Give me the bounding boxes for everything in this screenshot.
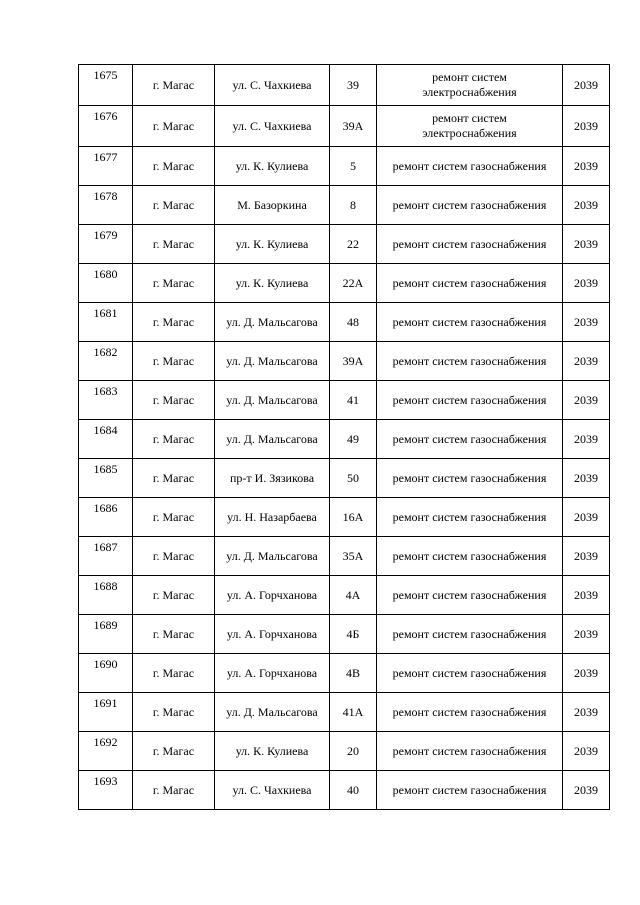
table-row	[79, 654, 610, 693]
table-row	[79, 615, 610, 654]
street-cell: ул. Д. Мальсагова	[215, 381, 330, 420]
house-number-cell: 22А	[330, 264, 377, 303]
street-cell: ул. К. Кулиева	[215, 732, 330, 771]
table-row	[79, 303, 610, 342]
city-cell: г. Магас	[133, 264, 215, 303]
street-cell: ул. Н. Назарбаева	[215, 498, 330, 537]
work-type-cell: ремонт систем газоснабжения	[377, 615, 563, 654]
house-number-cell: 5	[330, 147, 377, 186]
year-cell: 2039	[563, 342, 610, 381]
repair-schedule-table	[78, 64, 610, 810]
house-number-cell: 4В	[330, 654, 377, 693]
street-cell: ул. Д. Мальсагова	[215, 420, 330, 459]
house-number-cell: 4А	[330, 576, 377, 615]
table-row	[79, 420, 610, 459]
work-type-cell: ремонт систем газоснабжения	[377, 771, 563, 810]
house-number-cell: 49	[330, 420, 377, 459]
year-cell: 2039	[563, 303, 610, 342]
table-row	[79, 342, 610, 381]
street-cell: ул. К. Кулиева	[215, 225, 330, 264]
city-cell: г. Магас	[133, 381, 215, 420]
row-number-cell: 1678	[79, 186, 133, 225]
city-cell: г. Магас	[133, 147, 215, 186]
house-number-cell: 4Б	[330, 615, 377, 654]
street-cell: ул. А. Горчханова	[215, 654, 330, 693]
city-cell: г. Магас	[133, 576, 215, 615]
house-number-cell: 39	[330, 65, 377, 106]
table-row	[79, 732, 610, 771]
work-type-cell: ремонт систем газоснабжения	[377, 225, 563, 264]
street-cell: ул. К. Кулиева	[215, 264, 330, 303]
row-number-cell: 1676	[79, 106, 133, 147]
year-cell: 2039	[563, 459, 610, 498]
work-type-cell: ремонт систем газоснабжения	[377, 537, 563, 576]
house-number-cell: 40	[330, 771, 377, 810]
street-cell: ул. А. Горчханова	[215, 615, 330, 654]
city-cell: г. Магас	[133, 225, 215, 264]
city-cell: г. Магас	[133, 693, 215, 732]
row-number-cell: 1679	[79, 225, 133, 264]
row-number-cell: 1688	[79, 576, 133, 615]
table-row	[79, 693, 610, 732]
house-number-cell: 39А	[330, 342, 377, 381]
work-type-cell: ремонт систем газоснабжения	[377, 732, 563, 771]
row-number-cell: 1692	[79, 732, 133, 771]
table-row	[79, 186, 610, 225]
year-cell: 2039	[563, 537, 610, 576]
street-cell: пр-т И. Зязикова	[215, 459, 330, 498]
work-type-cell	[377, 106, 563, 147]
row-number-cell: 1689	[79, 615, 133, 654]
row-number-cell: 1680	[79, 264, 133, 303]
table-row	[79, 576, 610, 615]
city-cell: г. Магас	[133, 615, 215, 654]
work-type-cell: ремонт систем газоснабжения	[377, 381, 563, 420]
city-cell: г. Магас	[133, 537, 215, 576]
work-type-cell: ремонт систем газоснабжения	[377, 576, 563, 615]
street-cell: ул. С. Чахкиева	[215, 771, 330, 810]
table-row	[79, 65, 610, 106]
work-type-cell: ремонт систем газоснабжения	[377, 303, 563, 342]
row-number-cell: 1685	[79, 459, 133, 498]
row-number-cell: 1675	[79, 65, 133, 106]
street-cell: ул. С. Чахкиева	[215, 106, 330, 147]
row-number-cell: 1686	[79, 498, 133, 537]
house-number-cell: 50	[330, 459, 377, 498]
row-number-cell: 1681	[79, 303, 133, 342]
work-type-cell: ремонт систем газоснабжения	[377, 186, 563, 225]
work-type-line: ремонт систем	[432, 111, 507, 125]
row-number-cell: 1687	[79, 537, 133, 576]
city-cell: г. Магас	[133, 420, 215, 459]
year-cell: 2039	[563, 420, 610, 459]
row-number-cell: 1682	[79, 342, 133, 381]
house-number-cell: 16А	[330, 498, 377, 537]
table-row	[79, 459, 610, 498]
table-row	[79, 264, 610, 303]
city-cell: г. Магас	[133, 186, 215, 225]
work-type-cell: ремонт систем газоснабжения	[377, 147, 563, 186]
house-number-cell: 41А	[330, 693, 377, 732]
row-number-cell: 1683	[79, 381, 133, 420]
work-type-cell: ремонт систем газоснабжения	[377, 498, 563, 537]
work-type-cell: ремонт систем газоснабжения	[377, 693, 563, 732]
table-row	[79, 498, 610, 537]
table-row	[79, 537, 610, 576]
year-cell: 2039	[563, 654, 610, 693]
street-cell: ул. К. Кулиева	[215, 147, 330, 186]
city-cell: г. Магас	[133, 65, 215, 106]
year-cell: 2039	[563, 106, 610, 147]
row-number-cell: 1684	[79, 420, 133, 459]
year-cell: 2039	[563, 147, 610, 186]
year-cell: 2039	[563, 576, 610, 615]
year-cell: 2039	[563, 771, 610, 810]
table-row	[79, 147, 610, 186]
year-cell: 2039	[563, 225, 610, 264]
city-cell: г. Магас	[133, 498, 215, 537]
work-type-line: электроснабжения	[422, 85, 517, 99]
row-number-cell: 1693	[79, 771, 133, 810]
house-number-cell: 8	[330, 186, 377, 225]
year-cell: 2039	[563, 693, 610, 732]
year-cell: 2039	[563, 615, 610, 654]
year-cell: 2039	[563, 381, 610, 420]
work-type-cell: ремонт систем газоснабжения	[377, 264, 563, 303]
city-cell: г. Магас	[133, 459, 215, 498]
house-number-cell: 22	[330, 225, 377, 264]
table-row	[79, 771, 610, 810]
work-type-cell: ремонт систем газоснабжения	[377, 459, 563, 498]
row-number-cell: 1690	[79, 654, 133, 693]
table-row	[79, 381, 610, 420]
house-number-cell: 39А	[330, 106, 377, 147]
row-number-cell: 1677	[79, 147, 133, 186]
table-body	[79, 65, 610, 810]
table-row	[79, 225, 610, 264]
work-type-line: ремонт систем	[432, 70, 507, 84]
row-number-cell: 1691	[79, 693, 133, 732]
work-type-cell: ремонт систем газоснабжения	[377, 420, 563, 459]
street-cell: ул. Д. Мальсагова	[215, 342, 330, 381]
city-cell: г. Магас	[133, 106, 215, 147]
city-cell: г. Магас	[133, 303, 215, 342]
street-cell: ул. Д. Мальсагова	[215, 303, 330, 342]
work-type-cell: ремонт систем газоснабжения	[377, 654, 563, 693]
work-type-cell: ремонт систем газоснабжения	[377, 342, 563, 381]
year-cell: 2039	[563, 186, 610, 225]
city-cell: г. Магас	[133, 654, 215, 693]
work-type-line: электроснабжения	[422, 126, 517, 140]
house-number-cell: 48	[330, 303, 377, 342]
house-number-cell: 41	[330, 381, 377, 420]
city-cell: г. Магас	[133, 732, 215, 771]
street-cell: ул. Д. Мальсагова	[215, 537, 330, 576]
street-cell: М. Базоркина	[215, 186, 330, 225]
street-cell: ул. А. Горчханова	[215, 576, 330, 615]
street-cell: ул. Д. Мальсагова	[215, 693, 330, 732]
year-cell: 2039	[563, 264, 610, 303]
city-cell: г. Магас	[133, 342, 215, 381]
house-number-cell: 35А	[330, 537, 377, 576]
house-number-cell: 20	[330, 732, 377, 771]
year-cell: 2039	[563, 732, 610, 771]
year-cell: 2039	[563, 65, 610, 106]
year-cell: 2039	[563, 498, 610, 537]
street-cell: ул. С. Чахкиева	[215, 65, 330, 106]
table-row	[79, 106, 610, 147]
work-type-cell	[377, 65, 563, 106]
city-cell: г. Магас	[133, 771, 215, 810]
